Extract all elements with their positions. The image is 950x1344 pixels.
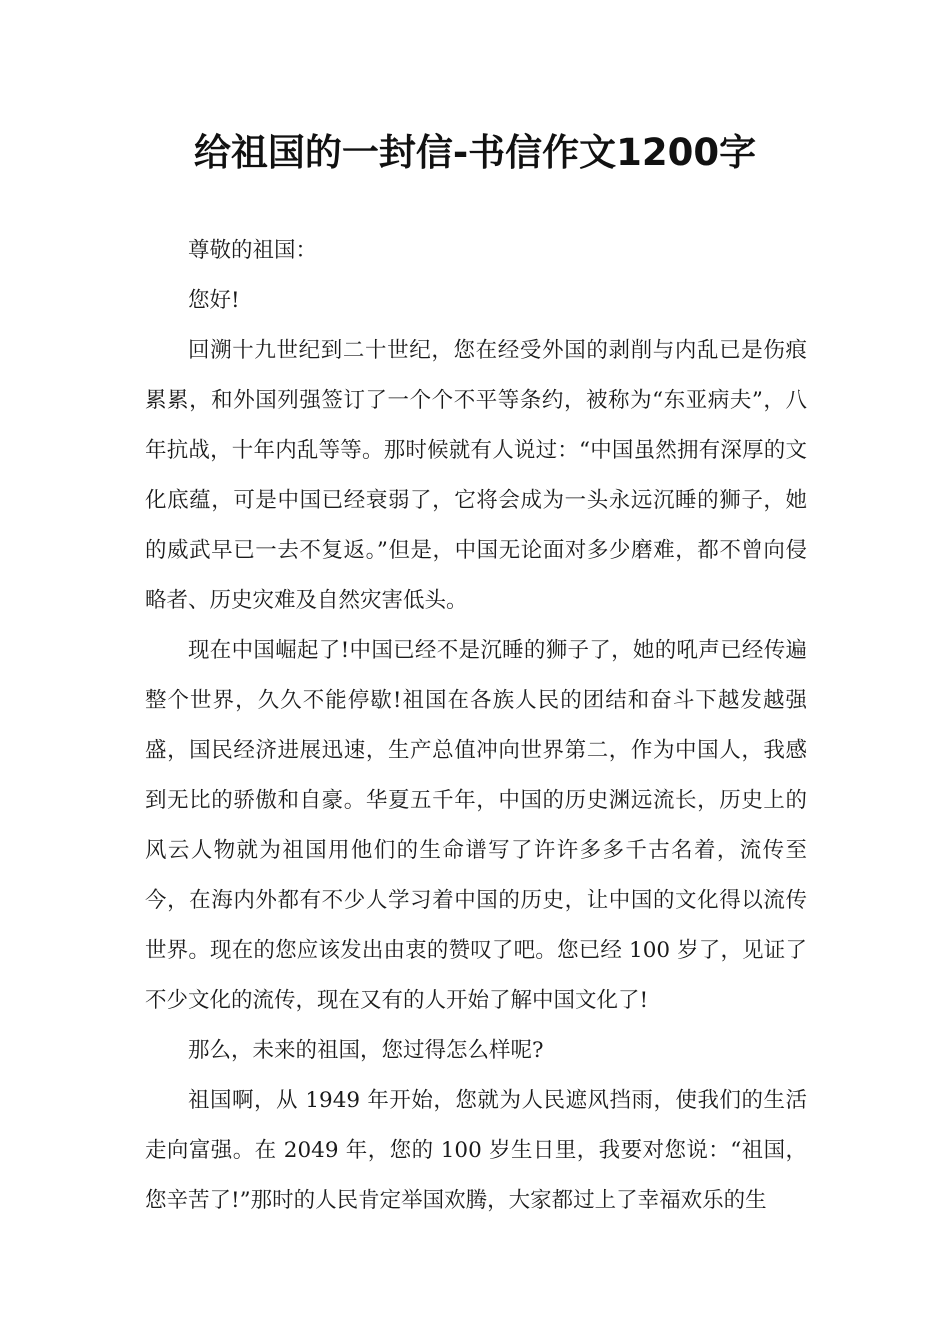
paragraph-future: 祖国啊，从 1949 年开始，您就为人民遮风挡雨，使我们的生活走向富强。在 2049 年，您的 100 岁生日里，我要对您说：“祖国，您辛苦了!”那时的人民肯定举国欢腾，大家都过上了幸福欢乐的生 (145, 1088, 807, 1213)
paragraph-rise: 现在中国崛起了!中国已经不是沉睡的狮子了，她的吼声已经传遍整个世界，久久不能停歇!祖国在各族人民的团结和奋斗下越发越强盛，国民经济进展迅速，生产总值冲向世界第二，作为中国人，我感到无比的骄傲和自豪。华夏五千年，中国的历史渊远流长，历史上的风云人物就为祖国用他们的生命谱写了许许多多千古名着，流传至今，在海内外都有不少人学习着中国的历史，让中国的文化得以流传世界。现在的您应该发出由衷的赞叹了吧。您已经 100 岁了，见证了不少文化的流传，现在又有的人开始了解中国文化了! (145, 638, 807, 1013)
document-title: 给祖国的一封信-书信作文1200字 (193, 131, 757, 174)
paragraph-greeting: 您好! (188, 288, 240, 313)
paragraph-future-question: 那么，未来的祖国，您过得怎么样呢? (188, 1038, 544, 1063)
paragraph-history: 回溯十九世纪到二十世纪，您在经受外国的剥削与内乱已是伤痕累累，和外国列强签订了一个个不平等条约，被称为“东亚病夫”，八年抗战，十年内乱等等。那时候就有人说过：“中国虽然拥有深厚的文化底蕴，可是中国已经衰弱了，它将会成为一头永远沉睡的狮子，她的威武早已一去不复返。”但是，中国无论面对多少磨难，都不曾向侵略者、历史灾难及自然灾害低头。 (145, 338, 807, 613)
paragraph-salutation: 尊敬的祖国： (188, 238, 318, 263)
document-body (145, 226, 807, 1226)
